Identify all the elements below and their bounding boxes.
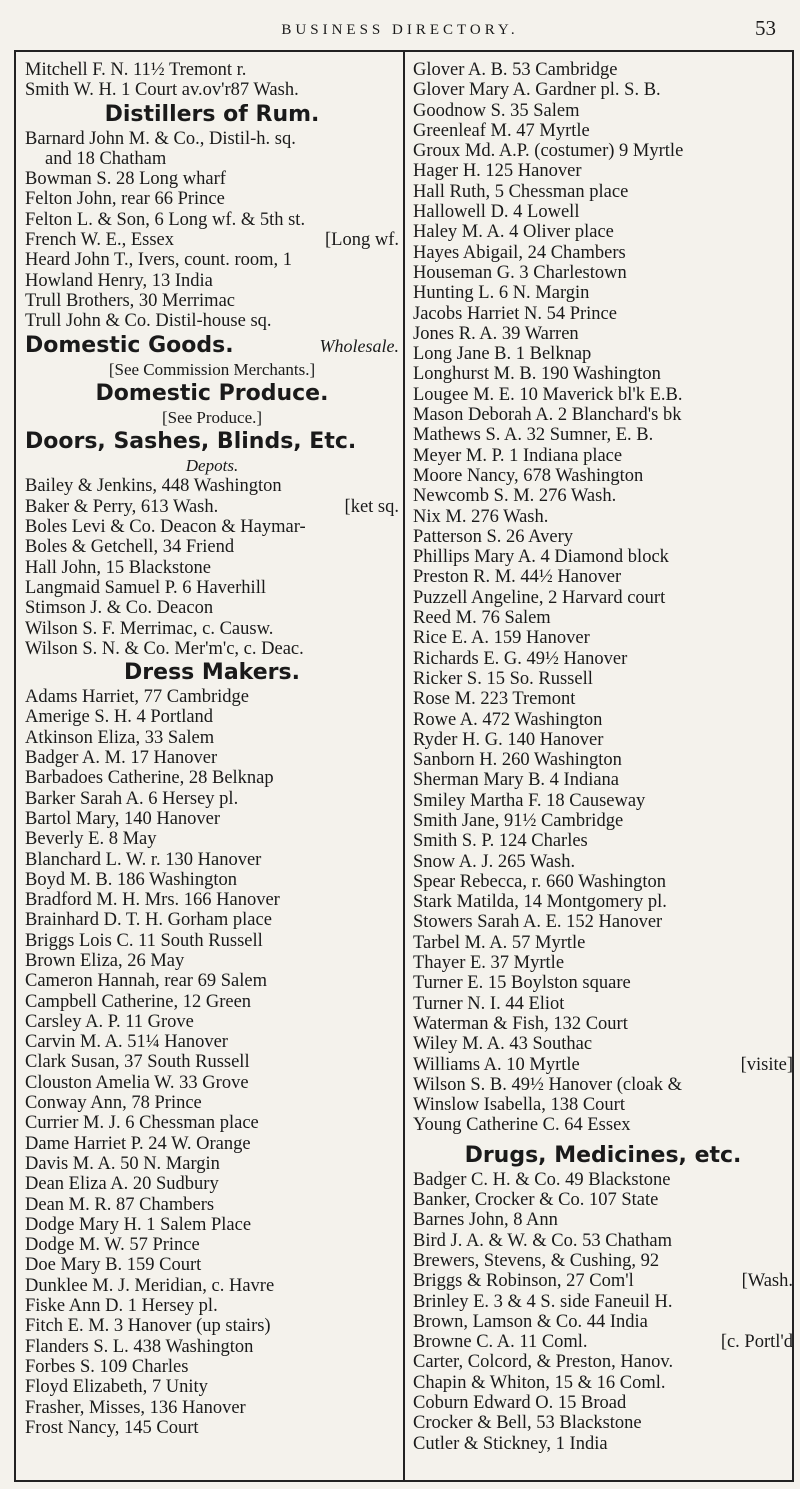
list-item-text: French W. E., Essex	[25, 230, 175, 251]
list-item: Sherman Mary B. 4 Indiana	[413, 770, 620, 791]
list-item: Waterman & Fish, 132 Court	[413, 1013, 628, 1034]
list-item: Mitchell F. N. 11½ Tremont r.	[25, 60, 247, 80]
section-heading-domestic-produce: Domestic Produce.	[95, 380, 329, 406]
list-item: Bartol Mary, 140 Hanover	[25, 808, 221, 829]
list-item: Wilson S. B. 49½ Hanover (cloak &	[413, 1074, 683, 1095]
list-item: Flanders S. L. 438 Washington	[25, 1336, 254, 1357]
list-item: Reed M. 76 Salem	[413, 608, 551, 629]
list-item: Brinley E. 3 & 4 S. side Faneuil H.	[413, 1291, 673, 1312]
list-item: Clark Susan, 37 South Russell	[25, 1052, 250, 1073]
list-item: Houseman G. 3 Charlestown	[413, 262, 627, 283]
list-item: Preston R. M. 44½ Hanover	[413, 567, 622, 588]
list-item: Goodnow S. 35 Salem	[413, 100, 580, 121]
list-item: Spear Rebecca, r. 660 Washington	[413, 871, 666, 892]
section-heading-doors: Doors, Sashes, Blinds, Etc.	[25, 429, 357, 455]
list-item: Stark Matilda, 14 Montgomery pl.	[413, 892, 667, 913]
list-item: Dame Harriet P. 24 W. Orange	[25, 1133, 251, 1154]
left-column	[25, 60, 399, 1438]
list-item-text: Baker & Perry, 613 Wash.	[25, 496, 219, 517]
list-item: Dodge M. W. 57 Prince	[25, 1235, 200, 1256]
list-item: Cameron Hannah, rear 69 Salem	[25, 971, 267, 992]
list-item: Meyer M. P. 1 Indiana place	[413, 445, 623, 466]
list-item: Smith Jane, 91½ Cambridge	[413, 810, 624, 831]
dress-makers-list-continued	[413, 60, 793, 1055]
list-item: Floyd Elizabeth, 7 Unity	[25, 1377, 208, 1398]
list-item: Ricker S. 15 So. Russell	[413, 668, 593, 689]
right-column	[413, 60, 793, 1454]
column-divider	[403, 50, 405, 1482]
list-item: Barnes John, 8 Ann	[413, 1210, 558, 1231]
list-item: Currier M. J. 6 Chessman place	[25, 1113, 259, 1134]
list-item: Snow A. J. 265 Wash.	[413, 851, 576, 872]
list-item: Greenleaf M. 47 Myrtle	[413, 120, 590, 141]
list-item: Hager H. 125 Hanover	[413, 161, 582, 182]
list-item	[413, 1332, 793, 1352]
list-item-text: Browne C. A. 11 Coml.	[413, 1332, 588, 1353]
list-item: Coburn Edward O. 15 Broad	[413, 1393, 627, 1413]
section-heading-text: Domestic Goods.	[25, 332, 234, 358]
page-number: 53	[755, 16, 776, 40]
list-item: Barnard John M. & Co., Distil-h. sq.	[25, 128, 296, 149]
list-item: Dodge Mary H. 1 Salem Place	[25, 1214, 252, 1235]
list-item: Howland Henry, 13 India	[25, 270, 213, 291]
list-item: Carter, Colcord, & Preston, Hanov.	[413, 1352, 674, 1373]
list-item: Brainhard D. T. H. Gorham place	[25, 910, 272, 931]
list-item: Mason Deborah A. 2 Blanchard's bk	[413, 405, 682, 426]
list-item: Amerige S. H. 4 Portland	[25, 707, 214, 728]
list-item: Richards E. G. 49½ Hanover	[413, 648, 628, 669]
list-item: Glover A. B. 53 Cambridge	[413, 60, 618, 80]
list-item: Boles Levi & Co. Deacon & Haymar-	[25, 517, 306, 538]
list-item: Bird J. A. & W. & Co. 53 Chatham	[413, 1230, 673, 1251]
list-item: Felton L. & Son, 6 Long wf. & 5th st.	[25, 209, 306, 230]
list-item	[25, 497, 399, 517]
list-item: Cutler & Stickney, 1 India	[413, 1433, 608, 1454]
list-item: Fiske Ann D. 1 Hersey pl.	[25, 1296, 218, 1317]
list-item	[413, 1055, 793, 1075]
list-item: Hunting L. 6 N. Margin	[413, 283, 590, 304]
list-item: Lougee M. E. 10 Maverick bl'k E.B.	[413, 384, 683, 405]
list-item: Badger C. H. & Co. 49 Blackstone	[413, 1169, 671, 1190]
list-item: Rose M. 223 Tremont	[413, 689, 576, 710]
list-item: Mathews S. A. 32 Sumner, E. B.	[413, 425, 654, 446]
list-item: Newcomb S. M. 276 Wash.	[413, 486, 617, 507]
list-item: Puzzell Angeline, 2 Harvard court	[413, 587, 666, 608]
list-item: Boyd M. B. 186 Washington	[25, 869, 237, 890]
list-item: Wilson S. F. Merrimac, c. Causw.	[25, 618, 274, 639]
section-heading-distillers: Distillers of Rum.	[104, 101, 320, 127]
list-item-overflow: [visite]	[740, 1054, 793, 1075]
list-item: Heard John T., Ivers, count. room, 1	[25, 250, 292, 271]
section-heading-domestic-goods	[25, 332, 399, 360]
list-item: Conway Ann, 78 Prince	[25, 1093, 202, 1114]
list-item: Glover Mary A. Gardner pl. S. B.	[413, 80, 661, 101]
list-item: Chapin & Whiton, 15 & 16 Coml.	[413, 1372, 666, 1393]
list-item: Brown Eliza, 26 May	[25, 950, 185, 971]
running-title: BUSINESS DIRECTORY.	[281, 22, 519, 38]
list-item-text: Briggs & Robinson, 27 Com'l	[413, 1271, 634, 1292]
list-item: Wilson S. N. & Co. Mer'm'c, c. Deac.	[25, 638, 304, 659]
list-item: Barbadoes Catherine, 28 Belknap	[25, 768, 274, 789]
list-item: Briggs Lois C. 11 South Russell	[25, 930, 263, 951]
list-item: Dean M. R. 87 Chambers	[25, 1194, 215, 1215]
section-heading-drugs: Drugs, Medicines, etc.	[464, 1142, 742, 1168]
list-item: Felton John, rear 66 Prince	[25, 189, 225, 210]
list-item: Jacobs Harriet N. 54 Prince	[413, 303, 617, 324]
list-item: Rowe A. 472 Washington	[413, 709, 603, 730]
list-item: Turner E. 15 Boylston square	[413, 973, 631, 994]
list-item: Hall Ruth, 5 Chessman place	[413, 181, 629, 202]
list-item: Hall John, 15 Blackstone	[25, 557, 212, 578]
list-item: Stowers Sarah A. E. 152 Hanover	[413, 912, 663, 933]
list-item: Adams Harriet, 77 Cambridge	[25, 687, 249, 708]
list-item: Patterson S. 26 Avery	[413, 526, 573, 547]
list-item: Badger A. M. 17 Hanover	[25, 748, 218, 769]
list-item: Barker Sarah A. 6 Hersey pl.	[25, 788, 239, 809]
section-subheading: Wholesale.	[319, 335, 399, 356]
list-item: Bradford M. H. Mrs. 166 Hanover	[25, 890, 280, 911]
list-item: Campbell Catherine, 12 Green	[25, 991, 252, 1012]
list-item-overflow: [c. Portl'd	[720, 1332, 793, 1353]
list-item: Smiley Martha F. 18 Causeway	[413, 790, 646, 811]
list-item: Nix M. 276 Wash.	[413, 506, 549, 527]
list-item: Long Jane B. 1 Belknap	[413, 344, 592, 365]
list-item: Jones R. A. 39 Warren	[413, 323, 579, 344]
list-item: Dunklee M. J. Meridian, c. Havre	[25, 1275, 275, 1296]
list-item: Trull Brothers, 30 Merrimac	[25, 290, 235, 311]
list-item-overflow: [Long wf.	[325, 230, 399, 251]
list-item: Rice E. A. 159 Hanover	[413, 628, 590, 649]
list-item-text: Williams A. 10 Myrtle	[413, 1054, 580, 1075]
list-item: Boles & Getchell, 34 Friend	[25, 537, 235, 558]
list-item: Young Catherine C. 64 Essex	[413, 1115, 631, 1136]
section-heading-dress-makers: Dress Makers.	[124, 660, 300, 686]
list-item: Doe Mary B. 159 Court	[25, 1255, 202, 1276]
list-item: Winslow Isabella, 138 Court	[413, 1095, 625, 1116]
list-item: Ryder H. G. 140 Hanover	[413, 729, 604, 750]
list-item: Tarbel M. A. 57 Myrtle	[413, 932, 586, 953]
list-item: Carvin M. A. 51¼ Hanover	[25, 1032, 228, 1053]
list-item: Trull John & Co. Distil-house sq.	[25, 311, 272, 332]
list-item: Smith S. P. 124 Charles	[413, 831, 588, 852]
list-item: Smith W. H. 1 Court av.ov'r87 Wash.	[25, 80, 299, 101]
list-item: Stimson J. & Co. Deacon	[25, 598, 214, 619]
list-item: and 18 Chatham	[45, 148, 167, 169]
list-item: Forbes S. 109 Charles	[25, 1356, 189, 1377]
list-item: Hallowell D. 4 Lowell	[413, 202, 580, 223]
list-item: Langmaid Samuel P. 6 Haverhill	[25, 577, 266, 598]
list-item: Sanborn H. 260 Washington	[413, 750, 622, 771]
list-item: Beverly E. 8 May	[25, 829, 157, 850]
list-item: Thayer E. 37 Myrtle	[413, 953, 565, 974]
list-item-overflow: [Wash.	[741, 1271, 793, 1292]
list-item: Turner N. I. 44 Eliot	[413, 993, 565, 1014]
section-subheading: Depots.	[185, 456, 239, 476]
list-item: Clouston Amelia W. 33 Grove	[25, 1072, 249, 1093]
list-item: Crocker & Bell, 53 Blackstone	[413, 1413, 642, 1434]
page-header	[0, 0, 800, 50]
list-item: Groux Md. A.P. (costumer) 9 Myrtle	[413, 141, 684, 162]
list-item: Phillips Mary A. 4 Diamond block	[413, 547, 669, 568]
list-item: Blanchard L. W. r. 130 Hanover	[25, 849, 262, 870]
list-item: Frost Nancy, 145 Court	[25, 1417, 199, 1438]
list-item	[413, 1271, 793, 1291]
cross-reference-note: [See Produce.]	[161, 407, 263, 427]
list-item: Haley M. A. 4 Oliver place	[413, 222, 614, 243]
list-item: Wiley M. A. 43 Southac	[413, 1034, 593, 1055]
list-item: Banker, Crocker & Co. 107 State	[413, 1190, 659, 1211]
list-item: Bowman S. 28 Long wharf	[25, 169, 226, 190]
list-item: Longhurst M. B. 190 Washington	[413, 364, 661, 385]
list-item: Carsley A. P. 11 Grove	[25, 1011, 194, 1032]
list-item	[25, 230, 399, 250]
list-item: Bailey & Jenkins, 448 Washington	[25, 476, 282, 497]
list-item: Moore Nancy, 678 Washington	[413, 465, 644, 486]
dress-makers-list	[25, 687, 399, 1438]
list-item: Fitch E. M. 3 Hanover (up stairs)	[25, 1316, 271, 1337]
list-item: Brewers, Stevens, & Cushing, 92	[413, 1250, 660, 1271]
list-item: Frasher, Misses, 136 Hanover	[25, 1397, 246, 1418]
list-item: Davis M. A. 50 N. Margin	[25, 1153, 220, 1174]
cross-reference-note: [See Commission Merchants.]	[108, 359, 316, 379]
list-item-overflow: [ket sq.	[344, 496, 399, 517]
list-item: Dean Eliza A. 20 Sudbury	[25, 1174, 219, 1195]
list-item: Hayes Abigail, 24 Chambers	[413, 242, 626, 263]
list-item: Atkinson Eliza, 33 Salem	[25, 727, 215, 748]
list-item: Brown, Lamson & Co. 44 India	[413, 1311, 648, 1332]
